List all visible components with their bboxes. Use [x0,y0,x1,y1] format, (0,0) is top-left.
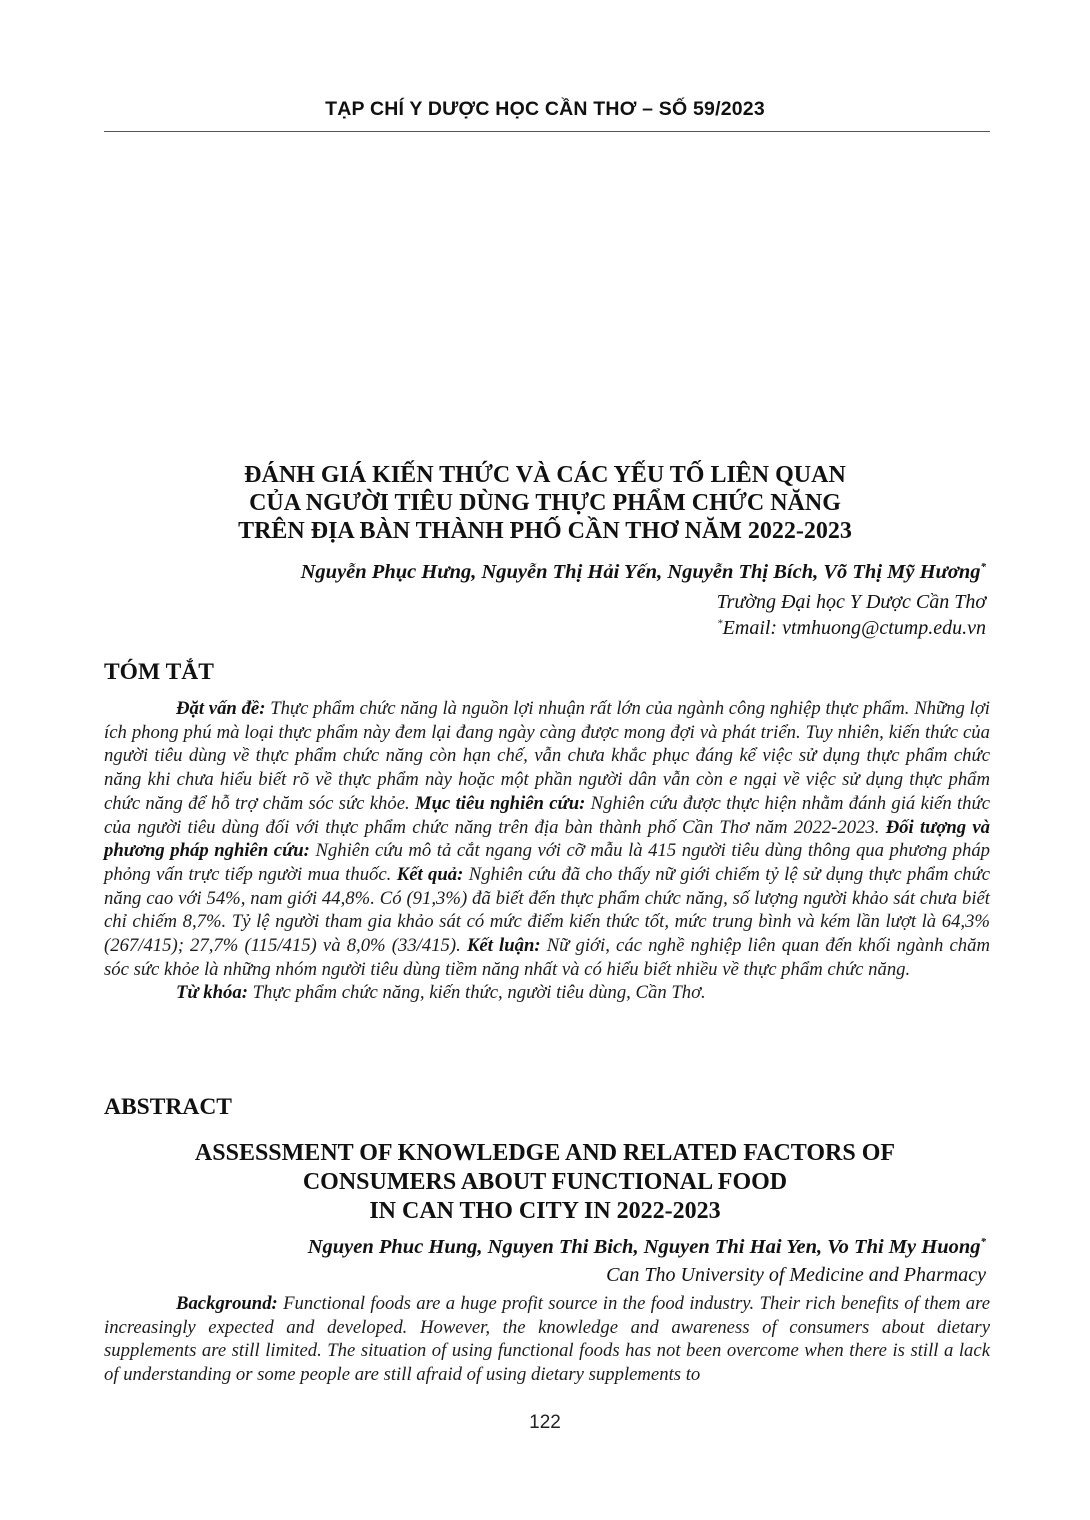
corresponding-mark: * [980,1236,986,1249]
vietnamese-title-line: ĐÁNH GIÁ KIẾN THỨC VÀ CÁC YẾU TỐ LIÊN QUAN [244,462,846,488]
email-address: Email: vtmhuong@ctump.edu.vn [722,617,986,639]
summary-heading: TÓM TẮT [104,659,214,685]
author-list: Nguyễn Phục Hưng, Nguyễn Thị Hải Yến, Nguyễn Thị Bích, Võ Thị Mỹ Hương [300,561,981,583]
vietnamese-affiliation: Trường Đại học Y Dược Cần Thơ [716,591,986,613]
journal-header: TẠP CHÍ Y DƯỢC HỌC CẦN THƠ – SỐ 59/2023 [325,98,765,120]
label-background: Đặt vấn đề: [176,698,266,719]
corresponding-mark: * [717,617,723,630]
english-title-line: CONSUMERS ABOUT FUNCTIONAL FOOD [302,1169,788,1195]
abstract-paragraph [104,1292,990,1387]
keywords-paragraph [104,981,990,1005]
english-title-line: ASSESSMENT OF KNOWLEDGE AND RELATED FACTORS OF [194,1140,896,1166]
label-background: Background: [176,1293,278,1314]
results-text: Nghiên cứu đã cho thấy nữ giới chiếm tỷ lệ sử dụng thực phẩm chức năng cao với 54%, nam giới 44,8%. Có (91,3%) đã biết đến thực phẩm chức năng, số lượng người khảo sát chưa biết chỉ chiếm 8,7%. Tỷ lệ người tham gia khảo sát có mức điểm kiến thức tốt, mức trung bình và kém lần lượt là 64,3% (267/415); 27,7% (115/415) và 8,0% (33/415). [104,863,991,957]
methods-text: Nghiên cứu mô tả cắt ngang với cỡ mẫu là 415 người tiêu dùng thông qua phương pháp phỏng vấn trực tiếp người mua thuốc. [104,840,991,885]
corresponding-mark: * [980,561,986,574]
label-objective: Mục tiêu nghiên cứu: [414,792,586,814]
vietnamese-title-line: TRÊN ĐỊA BÀN THÀNH PHỐ CẦN THƠ NĂM 2022-2023 [238,518,852,544]
vietnamese-email [717,617,986,640]
header-divider [104,131,990,132]
vietnamese-title [0,461,1090,545]
english-title [0,1139,1090,1226]
author-list: Nguyen Phuc Hung, Nguyen Thi Bich, Nguyen Thi Hai Yen, Vo Thi My Huong [307,1236,981,1258]
vietnamese-summary [104,697,990,1005]
english-authors [308,1236,986,1259]
background-text: Functional foods are a huge profit source in the food industry. Their rich benefits of them are increasingly expected and developed. However, the knowledge and awareness of consumers about dietary supplements are still limited. The situation of using functional foods has not been overcome when there is still a lack of understanding or some people are still afraid of using dietary supplements to [104,1293,990,1386]
english-affiliation: Can Tho University of Medicine and Pharmacy [606,1264,986,1286]
conclusion-text: Nữ giới, các nghề nghiệp liên quan đến khối ngành chăm sóc sức khỏe là những nhóm người tiêu dùng tiềm năng nhất và có hiểu biết nhiều về thực phẩm chức năng. [104,935,990,980]
label-methods: Đối tượng và phương pháp nghiên cứu: [104,816,990,862]
keywords-text: Thực phẩm chức năng, kiến thức, người tiêu dùng, Cần Thơ. [247,982,706,1004]
vietnamese-authors [301,561,986,584]
label-conclusion: Kết luận: [466,935,541,957]
summary-paragraph [104,697,990,981]
background-text: Thực phẩm chức năng là nguồn lợi nhuận rất lớn của ngành công nghiệp thực phẩm. Những lợi ích phong phú mà loại thực phẩm này đem lại đang ngày càng được mong đợi và phát triển. Tuy nhiên, kiến thức của người tiêu dùng về thực phẩm chức năng còn hạn chế, vẫn chưa khắc phục đáng kể việc sử dụng thực phẩm chức năng khi chưa hiểu biết rõ về thực phẩm này hoặc một phần người dân vẫn còn e ngại về việc sử dụng thực phẩm chức năng để hỗ trợ chăm sóc sức khỏe. [104,698,990,814]
vietnamese-title-line: CỦA NGƯỜI TIÊU DÙNG THỰC PHẨM CHỨC NĂNG [249,490,841,516]
label-results: Kết quả: [396,863,464,885]
page-number: 122 [529,1412,561,1433]
abstract-heading: ABSTRACT [104,1094,232,1120]
english-abstract [104,1292,990,1387]
label-keywords: Từ khóa: [176,982,248,1004]
objective-text: Nghiên cứu được thực hiện nhằm đánh giá kiến thức của người tiêu dùng đối với thực phẩm chức năng trên địa bàn thành phố Cần Thơ năm 2022-2023. [104,792,991,838]
english-title-line: IN CAN THO CITY IN 2022-2023 [369,1198,721,1224]
